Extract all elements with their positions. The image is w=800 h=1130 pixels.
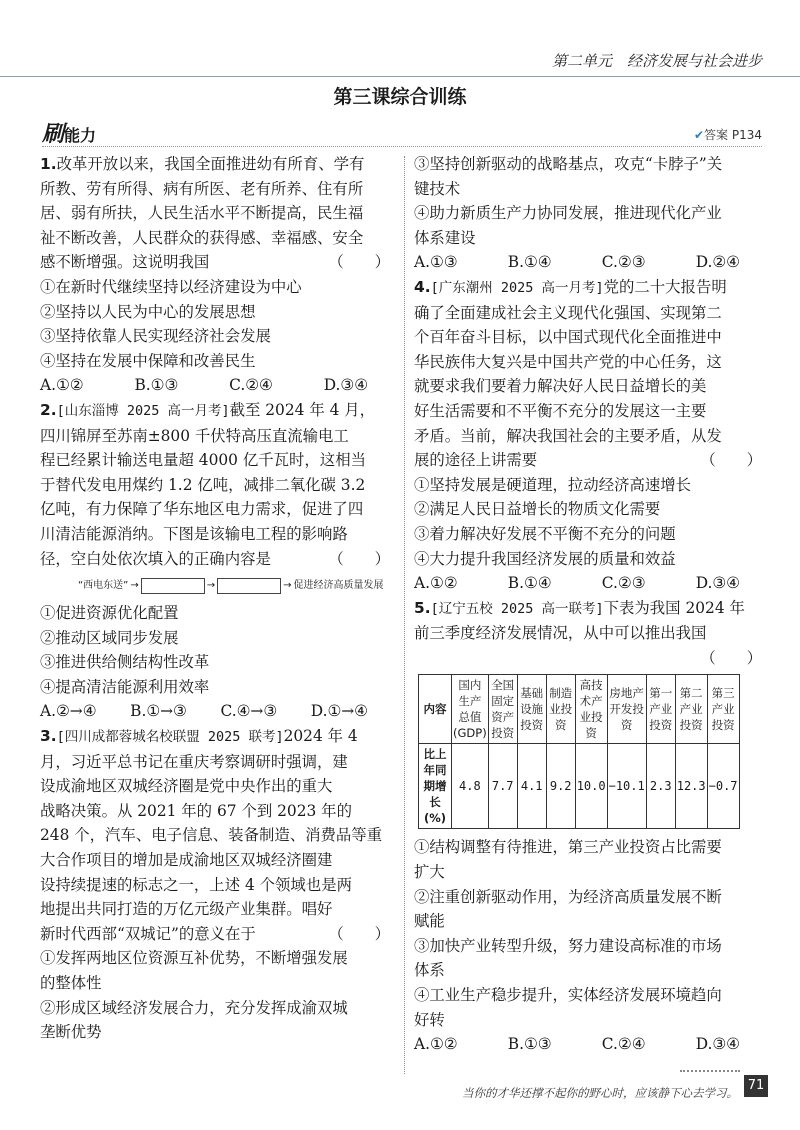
- statement-item: ②坚持以人民为中心的发展思想: [40, 302, 256, 321]
- table-header: 基础设施投资: [517, 675, 546, 744]
- stem-line: 改革开放以来，我国全面推进幼有所育、学有: [56, 155, 365, 173]
- option-a[interactable]: A.①②: [40, 376, 84, 395]
- stem-line: 好生活需要和不平衡不充分的发展这一主要: [414, 401, 707, 420]
- stem-line: 前三季度经济发展情况，从中可以推出我国: [414, 624, 707, 643]
- flow-diagram: [78, 573, 394, 599]
- option-c[interactable]: C.②③: [601, 574, 646, 593]
- brand-divider: [42, 146, 762, 147]
- stem-line: 所教、劳有所得、病有所医、老有所养、住有所: [40, 179, 364, 198]
- statement-item: ④提高清洁能源利用效率: [40, 677, 210, 696]
- option-row: [40, 373, 394, 398]
- statement-item: ②注重创新驱动作用，为经济高质量发展不断: [414, 887, 722, 906]
- statement-item: ①促进资源优化配置: [40, 604, 179, 623]
- option-row: [414, 571, 766, 596]
- section-brand: [42, 117, 96, 148]
- option-row: [414, 250, 766, 275]
- table-header: 国内生产总值(GDP): [452, 675, 489, 744]
- statement-item: 好转: [414, 1010, 445, 1029]
- statement-item: ①坚持发展是硬道理，拉动经济高速增长: [414, 475, 692, 494]
- statement-item: ②推动区域同步发展: [40, 628, 179, 647]
- statement-item: 键技术: [414, 179, 461, 198]
- table-header: 全国固定资产投资: [488, 675, 517, 744]
- table-cell: −0.7: [707, 744, 739, 829]
- answer-blank[interactable]: （ ）: [328, 549, 390, 568]
- option-b[interactable]: B.①③: [507, 1035, 552, 1054]
- answer-blank[interactable]: （ ）: [700, 451, 762, 470]
- statement-item: ①发挥两地区位资源互补优势，不断增强发展: [40, 949, 348, 968]
- arrow-icon: →: [283, 579, 292, 591]
- question-number: 1.: [40, 155, 57, 173]
- answer-ref-text: 答案 P134: [704, 128, 762, 142]
- question-source: [山东淄博 2025 高一月考]: [56, 402, 230, 419]
- statement-item: ④工业生产稳步提升，实体经济发展环境趋向: [414, 986, 722, 1005]
- question-number: 2.: [40, 400, 57, 419]
- table-cell: 12.3: [675, 744, 707, 829]
- table-cell: 7.7: [488, 744, 517, 829]
- footer-motto: 当你的才华还撑不起你的野心时，应该静下心去学习。: [462, 1086, 738, 1100]
- answer-reference: [694, 126, 762, 143]
- table-header-row: [419, 675, 740, 744]
- page-number: 71: [744, 1075, 768, 1097]
- option-a[interactable]: A.①③: [414, 253, 458, 272]
- stem-line: 就要求我们要着力解决好人民日益增长的美: [414, 377, 707, 396]
- option-c[interactable]: C.④→③: [220, 702, 278, 721]
- unit-header: 第二单元 经济发展与社会进步: [551, 52, 762, 70]
- statement-item: ①结构调整有待推进，第三产业投资占比需要: [414, 838, 722, 857]
- option-b[interactable]: B.①→③: [130, 702, 187, 721]
- table-row: [419, 744, 740, 829]
- table-header: 高技术产业投资: [575, 675, 607, 744]
- answer-blank[interactable]: （ ）: [328, 924, 390, 943]
- stem-line: 2024 年 4: [283, 727, 358, 746]
- check-icon: ✔: [693, 128, 705, 142]
- question-3-continued: [414, 152, 766, 275]
- question-source: [广东潮州 2025 高一月考]: [430, 279, 604, 296]
- option-d[interactable]: D.③④: [695, 574, 740, 593]
- stem-line: 截至 2024 年 4 月，: [229, 400, 376, 419]
- statement-item: ①在新时代继续坚持以经济建设为中心: [40, 277, 302, 296]
- option-a[interactable]: A.①②: [414, 1035, 458, 1054]
- stem-line: 战略决策。从 2021 年的 67 个到 2023 年的: [40, 801, 352, 820]
- arrow-icon: →: [130, 579, 139, 591]
- stem-line: 四川锦屏至苏南±800 千伏特高压直流输电工: [40, 426, 349, 445]
- brand-big: 刷: [42, 122, 65, 147]
- statement-item: 垄断优势: [40, 1023, 102, 1042]
- option-c[interactable]: C.②④: [229, 376, 273, 395]
- header-divider: [0, 76, 800, 77]
- table-cell: 9.2: [546, 744, 575, 829]
- statement-item: ③推进供给侧结构性改革: [40, 653, 210, 672]
- option-row: [414, 1032, 766, 1057]
- question-2: [40, 398, 394, 724]
- statement-item: ③加快产业转型升级，努力建设高标准的市场: [414, 936, 722, 955]
- stem-line: 展的途径上讲需要: [414, 451, 538, 470]
- brand-small: 能力: [64, 126, 97, 145]
- flow-blank-1: [141, 578, 205, 594]
- table-header: 制造业投资: [546, 675, 575, 744]
- table-cell: −10.1: [607, 744, 646, 829]
- table-header: 第一产业投资: [646, 675, 675, 744]
- stem-line: 居、弱有所扶，人民生活水平不断提高，民生福: [40, 204, 364, 223]
- option-b[interactable]: B.①③: [134, 376, 179, 395]
- question-source: [辽宁五校 2025 高一联考]: [430, 600, 604, 617]
- statement-item: ③坚持依靠人民实现经济社会发展: [40, 327, 271, 346]
- statement-item: ③坚持创新驱动的战略基点，攻克“卡脖子”关: [414, 155, 723, 173]
- option-a[interactable]: A.①②: [414, 574, 458, 593]
- statement-item: 的整体性: [40, 974, 102, 992]
- option-b[interactable]: B.①④: [507, 574, 552, 593]
- option-d[interactable]: D.①→④: [310, 702, 368, 721]
- table-cell: 10.0: [575, 744, 607, 829]
- question-number: 5.: [414, 598, 431, 617]
- option-row: [40, 699, 394, 724]
- flow-blank-2: [217, 578, 281, 594]
- stem-line: 程已经累计输送电量超 4000 亿千瓦时，这相当: [40, 451, 366, 470]
- page-title: 第三课综合训练: [333, 86, 467, 108]
- stem-line: 亿吨，有力保障了华东地区电力需求，促进了四: [40, 500, 364, 519]
- stem-line: 感不断增强。这说明我国: [40, 253, 210, 272]
- economic-data-table: [418, 674, 740, 829]
- stem-line: 于替代发电用煤约 1.2 亿吨，减排二氧化碳 3.2: [40, 475, 366, 494]
- option-c[interactable]: C.②④: [601, 1035, 646, 1054]
- statement-item: 赋能: [414, 912, 445, 931]
- statement-item: ④坚持在发展中保障和改善民生: [40, 351, 256, 370]
- table-cell: 4.1: [517, 744, 546, 829]
- option-d[interactable]: D.③④: [695, 1035, 740, 1054]
- stem-line: 川清洁能源消纳。下图是该输电工程的影响路: [40, 524, 348, 543]
- stem-line: 径，空白处依次填入的正确内容是: [40, 549, 271, 568]
- row-label: 比上年同期增长(%): [419, 744, 452, 829]
- arrow-icon: →: [206, 579, 216, 591]
- right-column: [414, 152, 766, 1057]
- statement-item: 体系: [414, 961, 445, 980]
- stem-line: 个百年奋斗目标，以中国式现代化全面推进中: [414, 328, 722, 347]
- option-d[interactable]: D.②④: [695, 253, 740, 272]
- stem-line: 地提出共同打造的万亿元级产业集群。唱好: [40, 900, 333, 919]
- statement-item: 体系建设: [414, 228, 476, 247]
- answer-blank[interactable]: （ ）: [328, 253, 390, 272]
- column-divider: [404, 156, 405, 1074]
- statement-item: ④大力提升我国经济发展的质量和效益: [414, 549, 676, 568]
- flow-start: “西电东送”: [78, 579, 129, 591]
- option-c[interactable]: C.②③: [601, 253, 646, 272]
- stem-line: 新时代西部“双城记”的意义在于: [40, 924, 256, 943]
- question-1: [40, 152, 394, 398]
- question-source: [四川成都蓉城名校联盟 2025 联考]: [56, 729, 284, 746]
- question-5: [414, 596, 766, 1057]
- stem-line: 矛盾。当前，解决我国社会的主要矛盾，从发: [414, 426, 722, 445]
- question-3: [40, 724, 394, 1045]
- stem-line: 党的二十大报告明: [603, 277, 727, 296]
- option-a[interactable]: A.②→④: [40, 702, 97, 721]
- stem-line: 设成渝地区双城经济圈是党中央作出的重大: [40, 777, 333, 796]
- stem-line: 华民族伟大复兴是中国共产党的中心任务，这: [414, 352, 722, 371]
- flow-end: 促进经济高质量发展: [293, 579, 384, 591]
- table-header: 第三产业投资: [707, 675, 739, 744]
- stem-line: 设持续提速的标志之一，上述 4 个领域也是两: [40, 875, 352, 894]
- left-column: [40, 152, 394, 1045]
- statement-item: ④助力新质生产力协同发展，推进现代化产业: [414, 204, 722, 223]
- stem-line: 大合作项目的增加是成渝地区双城经济圈建: [40, 851, 333, 870]
- statement-item: ②满足人民日益增长的物质文化需要: [414, 500, 661, 519]
- table-cell: 4.8: [452, 744, 489, 829]
- table-header: 房地产开发投资: [607, 675, 646, 744]
- question-number: 3.: [40, 727, 57, 746]
- page-dots: [680, 1070, 740, 1072]
- stem-line: 248 个，汽车、电子信息、装备制造、消费品等重: [40, 826, 383, 845]
- table-cell: 2.3: [646, 744, 675, 829]
- question-4: [414, 275, 766, 596]
- statement-item: ③着力解决好发展不平衡不充分的问题: [414, 524, 676, 543]
- stem-line: 祉不断改善，人民群众的获得感、幸福感、安全: [40, 228, 364, 247]
- stem-line: 确了全面建成社会主义现代化强国、实现第二: [414, 303, 722, 322]
- option-d[interactable]: D.③④: [323, 376, 368, 395]
- stem-line: 月，习近平总书记在重庆考察调研时强调，建: [40, 752, 348, 771]
- question-number: 4.: [414, 277, 431, 296]
- table-header: 第二产业投资: [675, 675, 707, 744]
- table-corner: 内容: [419, 675, 452, 744]
- stem-line: 下表为我国 2024 年: [603, 598, 745, 617]
- answer-blank[interactable]: （ ）: [700, 648, 762, 667]
- option-b[interactable]: B.①④: [507, 253, 552, 272]
- statement-item: 扩大: [414, 863, 445, 882]
- statement-item: ②形成区域经济发展合力，充分发挥成渝双城: [40, 998, 348, 1017]
